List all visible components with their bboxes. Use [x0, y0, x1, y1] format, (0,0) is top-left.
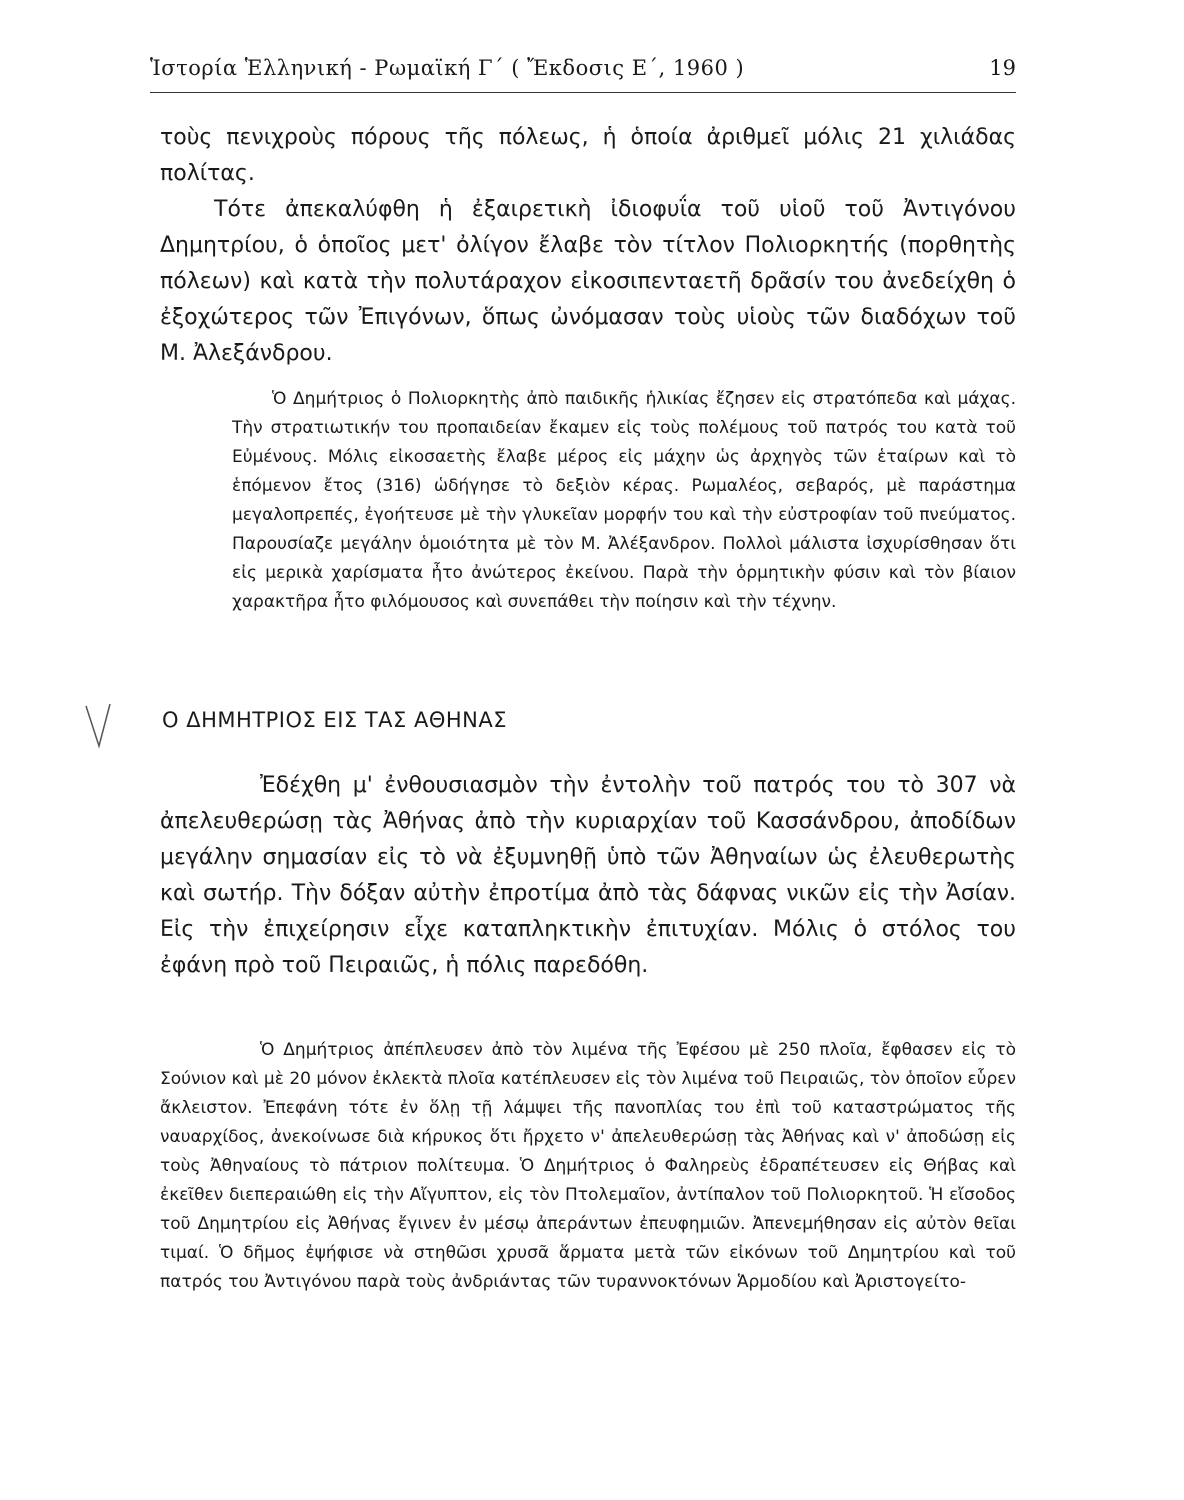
paragraph-demetrius-biography: Ὁ Δημήτριος ὁ Πολιορκητὴς ἀπὸ παιδικῆς ἡλικίας ἔζησεν εἰς στρατόπεδα καὶ μάχας. Τὴν στρατιωτικήν του προπαιδείαν ἔκαμεν εἰς τοὺς πολέμους τοῦ πατρός του κατὰ τοῦ Εὐμένους. Μόλις εἰκοσαετὴς ἔλαβε μέρος εἰς μάχην ὡς ἀρχηγὸς τῶν ἑταίρων καὶ τὸ ἑπόμενον ἔτος (316) ὡδήγησε τὸ δεξιὸν κέρας. Ρωμαλέος, σεβαρός, μὲ παράστημα μεγαλοπρεπές, ἐγοήτευσε μὲ τὴν γλυκεῖαν μορφήν του καὶ τὴν εὐστροφίαν τοῦ πνεύματος. Παρουσίαζε μεγάλην ὁμοιότητα μὲ τὸν Μ. Ἀλέξανδρον. Πολλοὶ μάλιστα ἰσχυρίσθησαν ὅτι εἰς μερικὰ χαρίσματα ἦτο ἀνώτερος ἐκείνου. Παρὰ τὴν ὁρμητικὴν φύσιν καὶ τὸν βίαιον χαρακτῆρα ἦτο φιλόμουσος καὶ συνεπάθει τὴν ποίησιν καὶ τὴν τέχνην.	[232, 389, 1016, 612]
paragraph-demetrius-intro: Τότε ἀπεκαλύφθη ἡ ἐξαιρετικὴ ἰδιοφυΐα τοῦ υἱοῦ τοῦ Ἀντιγόνου Δημητρίου, ὁ ὁποῖος μετ' ὀλίγον ἔλαβε τὸν τίτλον Πολιορκητής (πορθητὴς πόλεων) καὶ κατὰ τὴν πολυτάραχον εἰκοσιπενταετῆ δρᾶσίν του ἀνεδείχθη ὁ ἐξοχώτερος τῶν Ἐπιγόνων, ὅπως ὠνόμασαν τοὺς υἱοὺς τῶν διαδόχων τοῦ Μ. Ἀλεξάνδρου.	[160, 197, 1016, 366]
header-title: Ἱστορία Ἑλληνική - Ρωμαϊκή Γ΄ ( Ἔκδοσις Ε΄, 1960 )	[150, 56, 745, 80]
paragraph-intro-continuation: τοὺς πενιχροὺς πόρους τῆς πόλεως, ἡ ὁποία ἀριθμεῖ μόλις 21 χιλιάδας πολίτας.	[160, 125, 1016, 186]
page-number: 19	[989, 56, 1016, 80]
paragraph-athens-liberation: Ἐδέχθη μ' ἐνθουσιασμὸν τὴν ἐντολὴν τοῦ πατρός του τὸ 307 νὰ ἀπελευθερώσῃ τὰς Ἀθήνας ἀπὸ τὴν κυριαρχίαν τοῦ Κασσάνδρου, ἀποδίδων μεγάλην σημασίαν εἰς τὸ νὰ ἐξυμνηθῇ ὑπὸ τῶν Ἀθηναίων ὡς ἐλευθερωτὴς καὶ σωτήρ. Τὴν δόξαν αὐτὴν ἐπροτίμα ἀπὸ τὰς δάφνας νικῶν εἰς τὴν Ἀσίαν. Εἰς τὴν ἐπιχείρησιν εἶχε καταπληκτικὴν ἐπιτυχίαν. Μόλις ὁ στόλος του ἐφάνη πρὸ τοῦ Πειραιῶς, ἡ πόλις παρεδόθη.	[160, 773, 1016, 978]
running-header	[150, 56, 1016, 93]
paragraph-athens-entry: Ὁ Δημήτριος ἀπέπλευσεν ἀπὸ τὸν λιμένα τῆς Ἐφέσου μὲ 250 πλοῖα, ἔφθασεν εἰς τὸ Σούνιον καὶ μὲ 20 μόνον ἐκλεκτὰ πλοῖα κατέπλευσεν εἰς τὸν λιμένα τοῦ Πειραιῶς, τὸν ὁποῖον εὗρεν ἄκλειστον. Ἐπεφάνη τότε ἐν ὅλῃ τῇ λάμψει τῆς πανοπλίας του ἐπὶ τοῦ καταστρώματος τῆς ναυαρχίδος, ἀνεκοίνωσε διὰ κήρυκος ὅτι ἤρχετο ν' ἀπελευθερώσῃ τὰς Ἀθήνας καὶ ν' ἀποδώσῃ εἰς τοὺς Ἀθηναίους τὸ πάτριον πολίτευμα. Ὁ Δημήτριος ὁ Φαληρεὺς ἐδραπέτευσεν εἰς Θήβας καὶ ἐκεῖθεν διεπεραιώθη εἰς τὴν Αἴγυπτον, εἰς τὸν Πτολεμαῖον, ἀντίπαλον τοῦ Πολιορκητοῦ. Ἡ εἴσοδος τοῦ Δημητρίου εἰς Ἀθήνας ἔγινεν ἐν μέσῳ ἀπεράντων ἐπευφημιῶν. Ἀπενεμήθησαν εἰς αὐτὸν θεῖαι τιμαί. Ὁ δῆμος ἐψήφισε νὰ στηθῶσι χρυσᾶ ἅρματα μετὰ τῶν εἰκόνων τοῦ Δημητρίου καὶ τοῦ πατρός του Ἀντιγόνου παρὰ τοὺς ἀνδριάντας τῶν τυραννοκτόνων Ἁρμοδίου καὶ Ἀριστογείτο-	[160, 1040, 1016, 1292]
pencil-check-mark	[84, 702, 114, 750]
section-heading: Ο ΔΗΜΗΤΡΙΟΣ ΕΙΣ ΤΑΣ ΑΘΗΝΑΣ	[162, 708, 508, 732]
